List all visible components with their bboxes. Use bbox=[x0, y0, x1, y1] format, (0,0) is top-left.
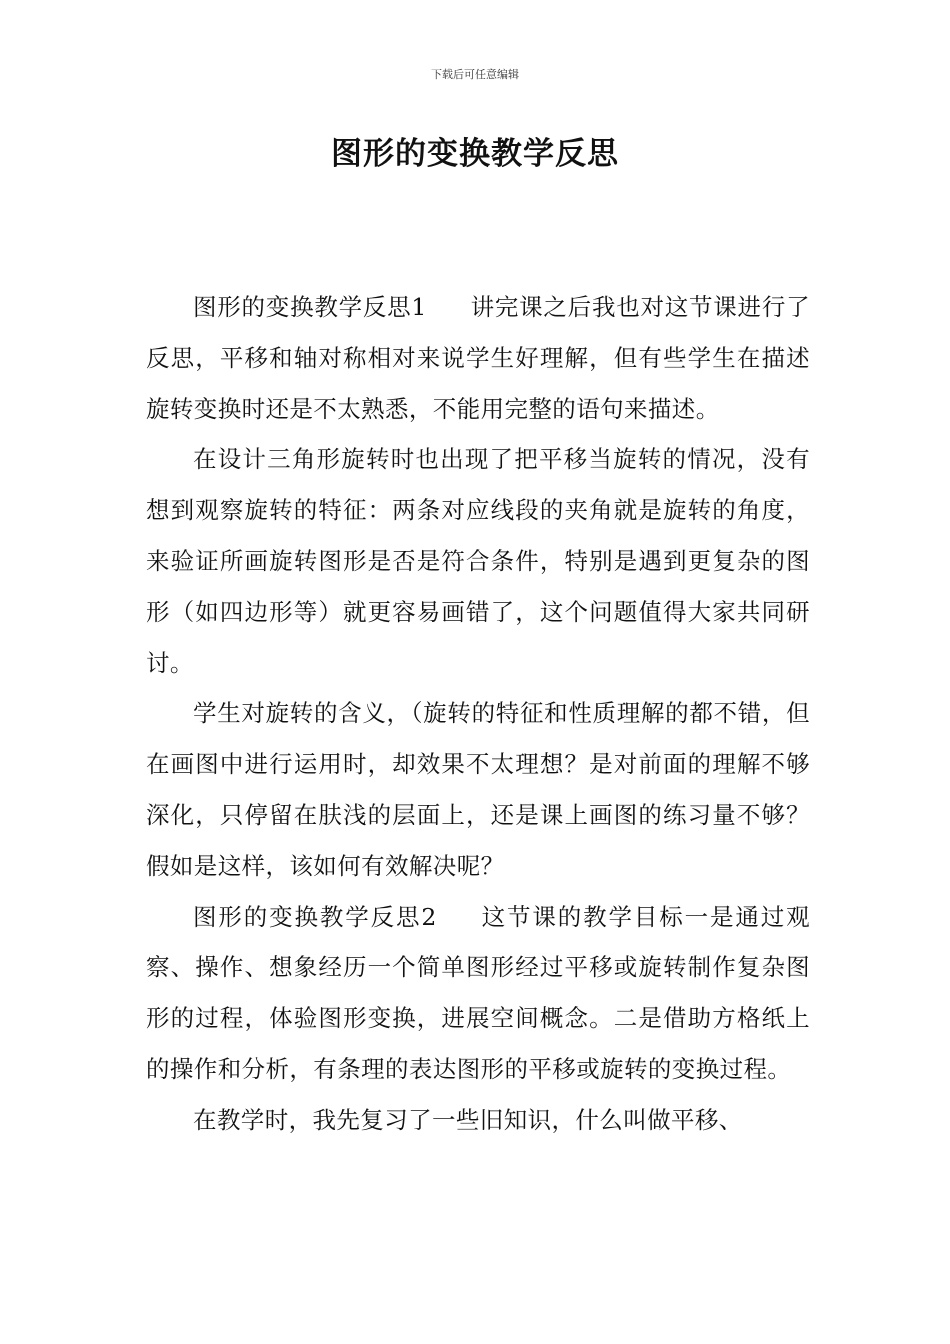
paragraph-1 bbox=[146, 282, 810, 434]
paragraph-2 bbox=[146, 434, 810, 688]
document-title: 图形的变换教学反思 bbox=[331, 136, 619, 172]
paragraph-text: 在教学时，我先复习了一些旧知识，什么叫做平移、 bbox=[193, 1105, 743, 1134]
paragraph-3 bbox=[146, 688, 810, 891]
header-note: 下载后可任意编辑 bbox=[431, 68, 519, 81]
paragraph-text: 学生对旋转的含义，（旋转的特征和性质理解的都不错，但在画图中进行运用时，却效果不太理想？是对前面的理解不够深化，只停留在肤浅的层面上，还是课上画图的练习量不够？假如是这样，该如何有效解决呢？ bbox=[146, 699, 810, 880]
section-heading-2: 图形的变换教学反思2 bbox=[193, 902, 437, 931]
paragraph-text: 这节课的教学目标一是通过观察、操作、想象经历一个简单图形经过平移或旋转制作复杂图形的过程，体验图形变换，进展空间概念。二是借助方格纸上的操作和分析，有条理的表达图形的平移或旋转的变换过程。 bbox=[146, 902, 811, 1083]
section-heading-1: 图形的变换教学反思1 bbox=[193, 293, 427, 321]
paragraph-5 bbox=[146, 1095, 810, 1146]
paragraph-text: 讲完课之后我也对这节课进行了反思，平移和轴对称相对来说学生好理解，但有些学生在描述旋转变换时还是不太熟悉，不能用完整的语句来描述。 bbox=[146, 293, 810, 423]
paragraph-text: 在设计三角形旋转时也出现了把平移当旋转的情况，没有想到观察旋转的特征：两条对应线段的夹角就是旋转的角度，来验证所画旋转图形是否是符合条件，特别是遇到更复杂的图形（如四边形等）就更容易画错了，这个问题值得大家共同研讨。 bbox=[146, 445, 810, 677]
paragraph-4 bbox=[146, 892, 810, 1095]
document-body bbox=[146, 282, 810, 1146]
